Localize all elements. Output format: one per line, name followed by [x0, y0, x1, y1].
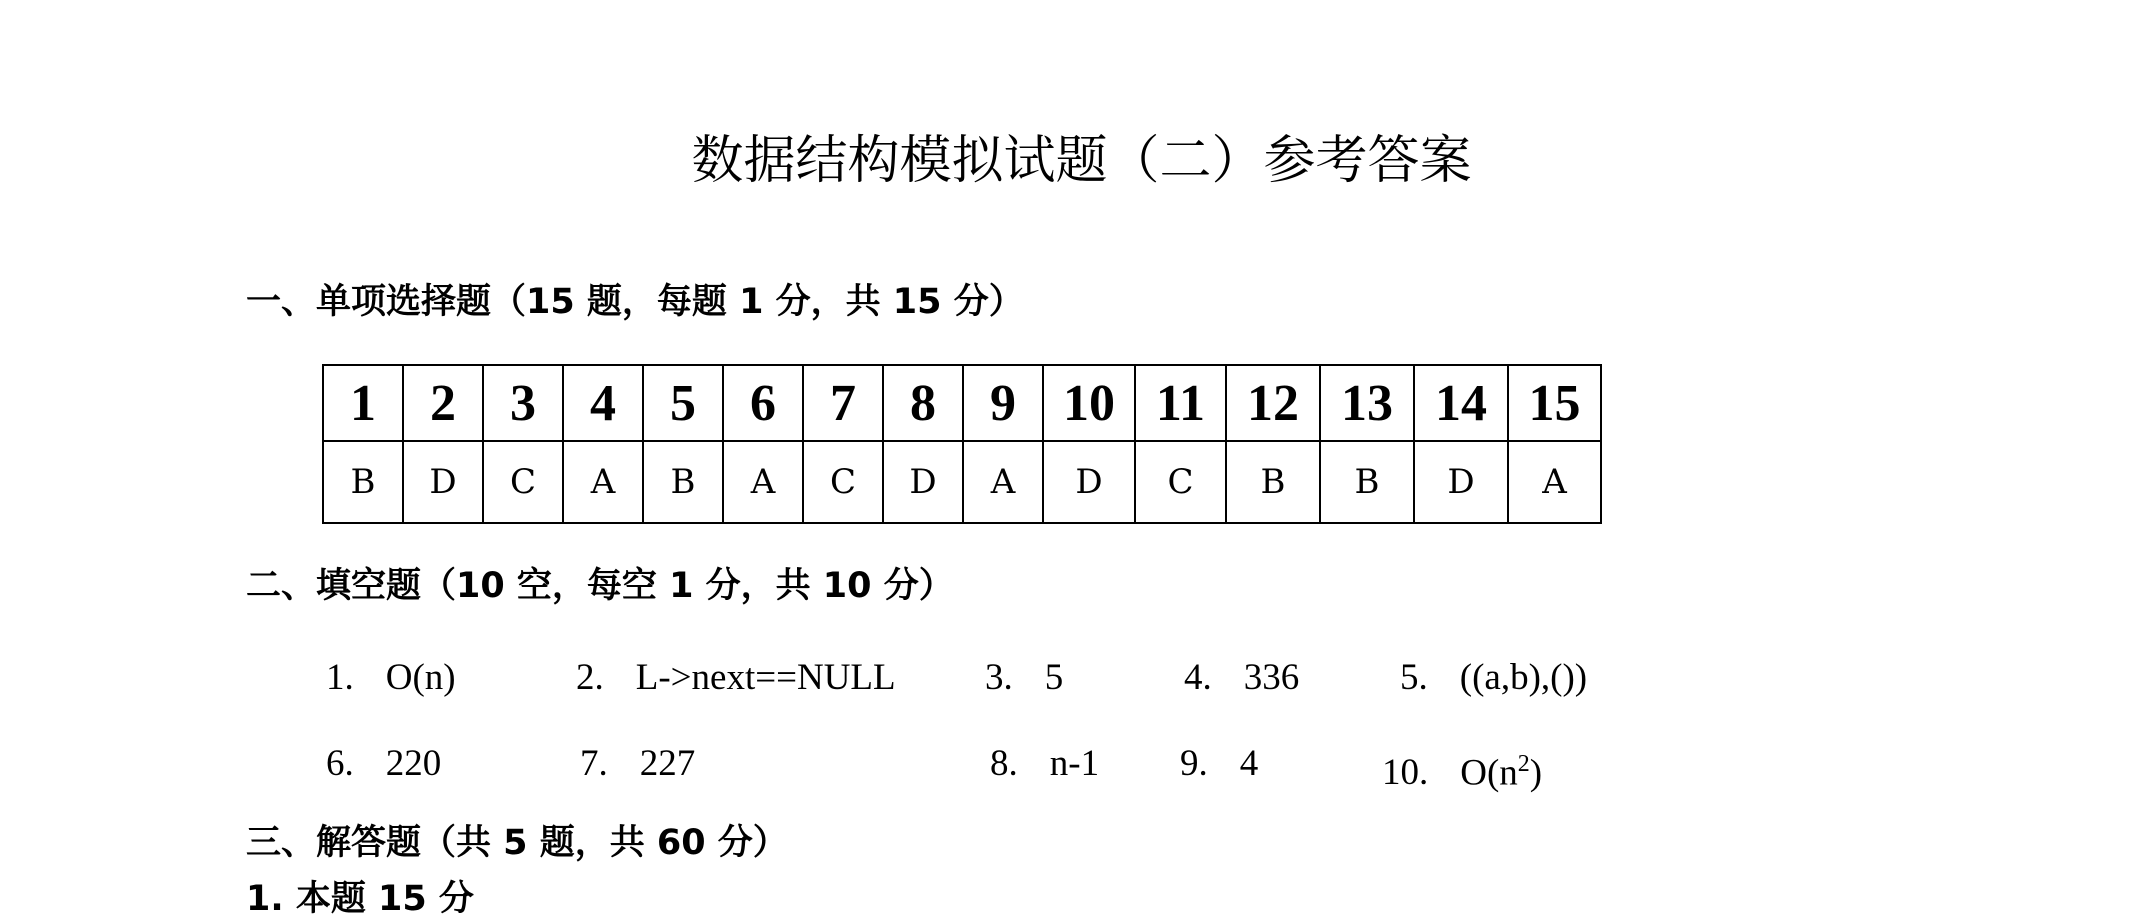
question-number: 9 — [963, 365, 1043, 441]
question-number: 2 — [403, 365, 483, 441]
answer-number: 2. — [576, 657, 604, 698]
answer-row — [323, 441, 1601, 523]
answer-value: 220 — [385, 743, 442, 784]
question-number: 8 — [883, 365, 963, 441]
section-heading-fill-in: 二、填空题（10 空，每空 1 分，共 10 分） — [246, 566, 954, 606]
answer-cell: C — [803, 441, 883, 523]
answer-table — [322, 364, 1602, 524]
question-number: 5 — [643, 365, 723, 441]
answer-number: 4. — [1184, 657, 1212, 698]
answer-number: 5. — [1400, 657, 1428, 698]
fill-in-answer — [1400, 654, 1587, 702]
question-number: 1 — [323, 365, 403, 441]
answer-cell: A — [563, 441, 643, 523]
fill-in-answer — [985, 654, 1063, 702]
answer-number: 9. — [1180, 743, 1208, 784]
answer-cell: B — [323, 441, 403, 523]
answer-value-tail: ) — [1529, 752, 1543, 794]
answer-value — [1460, 740, 1542, 797]
answer-cell: A — [723, 441, 803, 523]
answer-value: O(n) — [385, 657, 456, 698]
fill-in-answer — [990, 740, 1099, 788]
section-heading-short-answer: 三、解答题（共 5 题，共 60 分） — [246, 823, 788, 863]
answer-value: L->next==NULL — [635, 657, 896, 698]
answer-number: 8. — [990, 743, 1018, 784]
answer-cell: D — [403, 441, 483, 523]
answer-number: 10. — [1382, 752, 1429, 794]
question-number: 4 — [563, 365, 643, 441]
fill-in-answer — [576, 654, 896, 702]
subquestion-heading: 1. 本题 15 分 — [246, 879, 474, 919]
question-number: 11 — [1135, 365, 1226, 441]
answer-cell: A — [1508, 441, 1601, 523]
answer-number: 6. — [326, 743, 354, 784]
question-number: 14 — [1414, 365, 1508, 441]
answer-cell: B — [1320, 441, 1414, 523]
answer-cell: D — [1043, 441, 1135, 523]
question-number: 10 — [1043, 365, 1135, 441]
answer-value-base: O(n — [1460, 752, 1518, 794]
answer-value: 227 — [639, 743, 696, 784]
fill-in-answer — [326, 740, 441, 788]
answer-cell: D — [1414, 441, 1508, 523]
answer-value: 4 — [1239, 743, 1259, 784]
answer-value: n-1 — [1049, 743, 1100, 784]
document-title: 数据结构模拟试题（二）参考答案 — [691, 131, 1472, 191]
answer-value: 336 — [1243, 657, 1300, 698]
answer-value-exponent: 2 — [1517, 751, 1530, 777]
answer-number: 7. — [580, 743, 608, 784]
answer-cell: D — [883, 441, 963, 523]
fill-in-answer — [1180, 740, 1258, 788]
fill-in-answer — [1184, 654, 1299, 702]
answer-number: 3. — [985, 657, 1013, 698]
answer-number: 1. — [326, 657, 354, 698]
answer-cell: C — [483, 441, 563, 523]
question-number: 15 — [1508, 365, 1601, 441]
section-heading-multiple-choice: 一、单项选择题（15 题，每题 1 分，共 15 分） — [246, 282, 1024, 322]
question-number: 6 — [723, 365, 803, 441]
answer-cell: A — [963, 441, 1043, 523]
question-number: 7 — [803, 365, 883, 441]
question-number: 13 — [1320, 365, 1414, 441]
question-number-row — [323, 365, 1601, 441]
fill-in-answer — [1382, 740, 1542, 797]
answer-value: ((a,b),()) — [1459, 657, 1588, 698]
answer-value: 5 — [1044, 657, 1064, 698]
question-number: 3 — [483, 365, 563, 441]
fill-in-answer — [580, 740, 695, 788]
answer-cell: B — [643, 441, 723, 523]
answer-cell: C — [1135, 441, 1226, 523]
question-number: 12 — [1226, 365, 1320, 441]
answer-cell: B — [1226, 441, 1320, 523]
fill-in-answer — [326, 654, 456, 702]
